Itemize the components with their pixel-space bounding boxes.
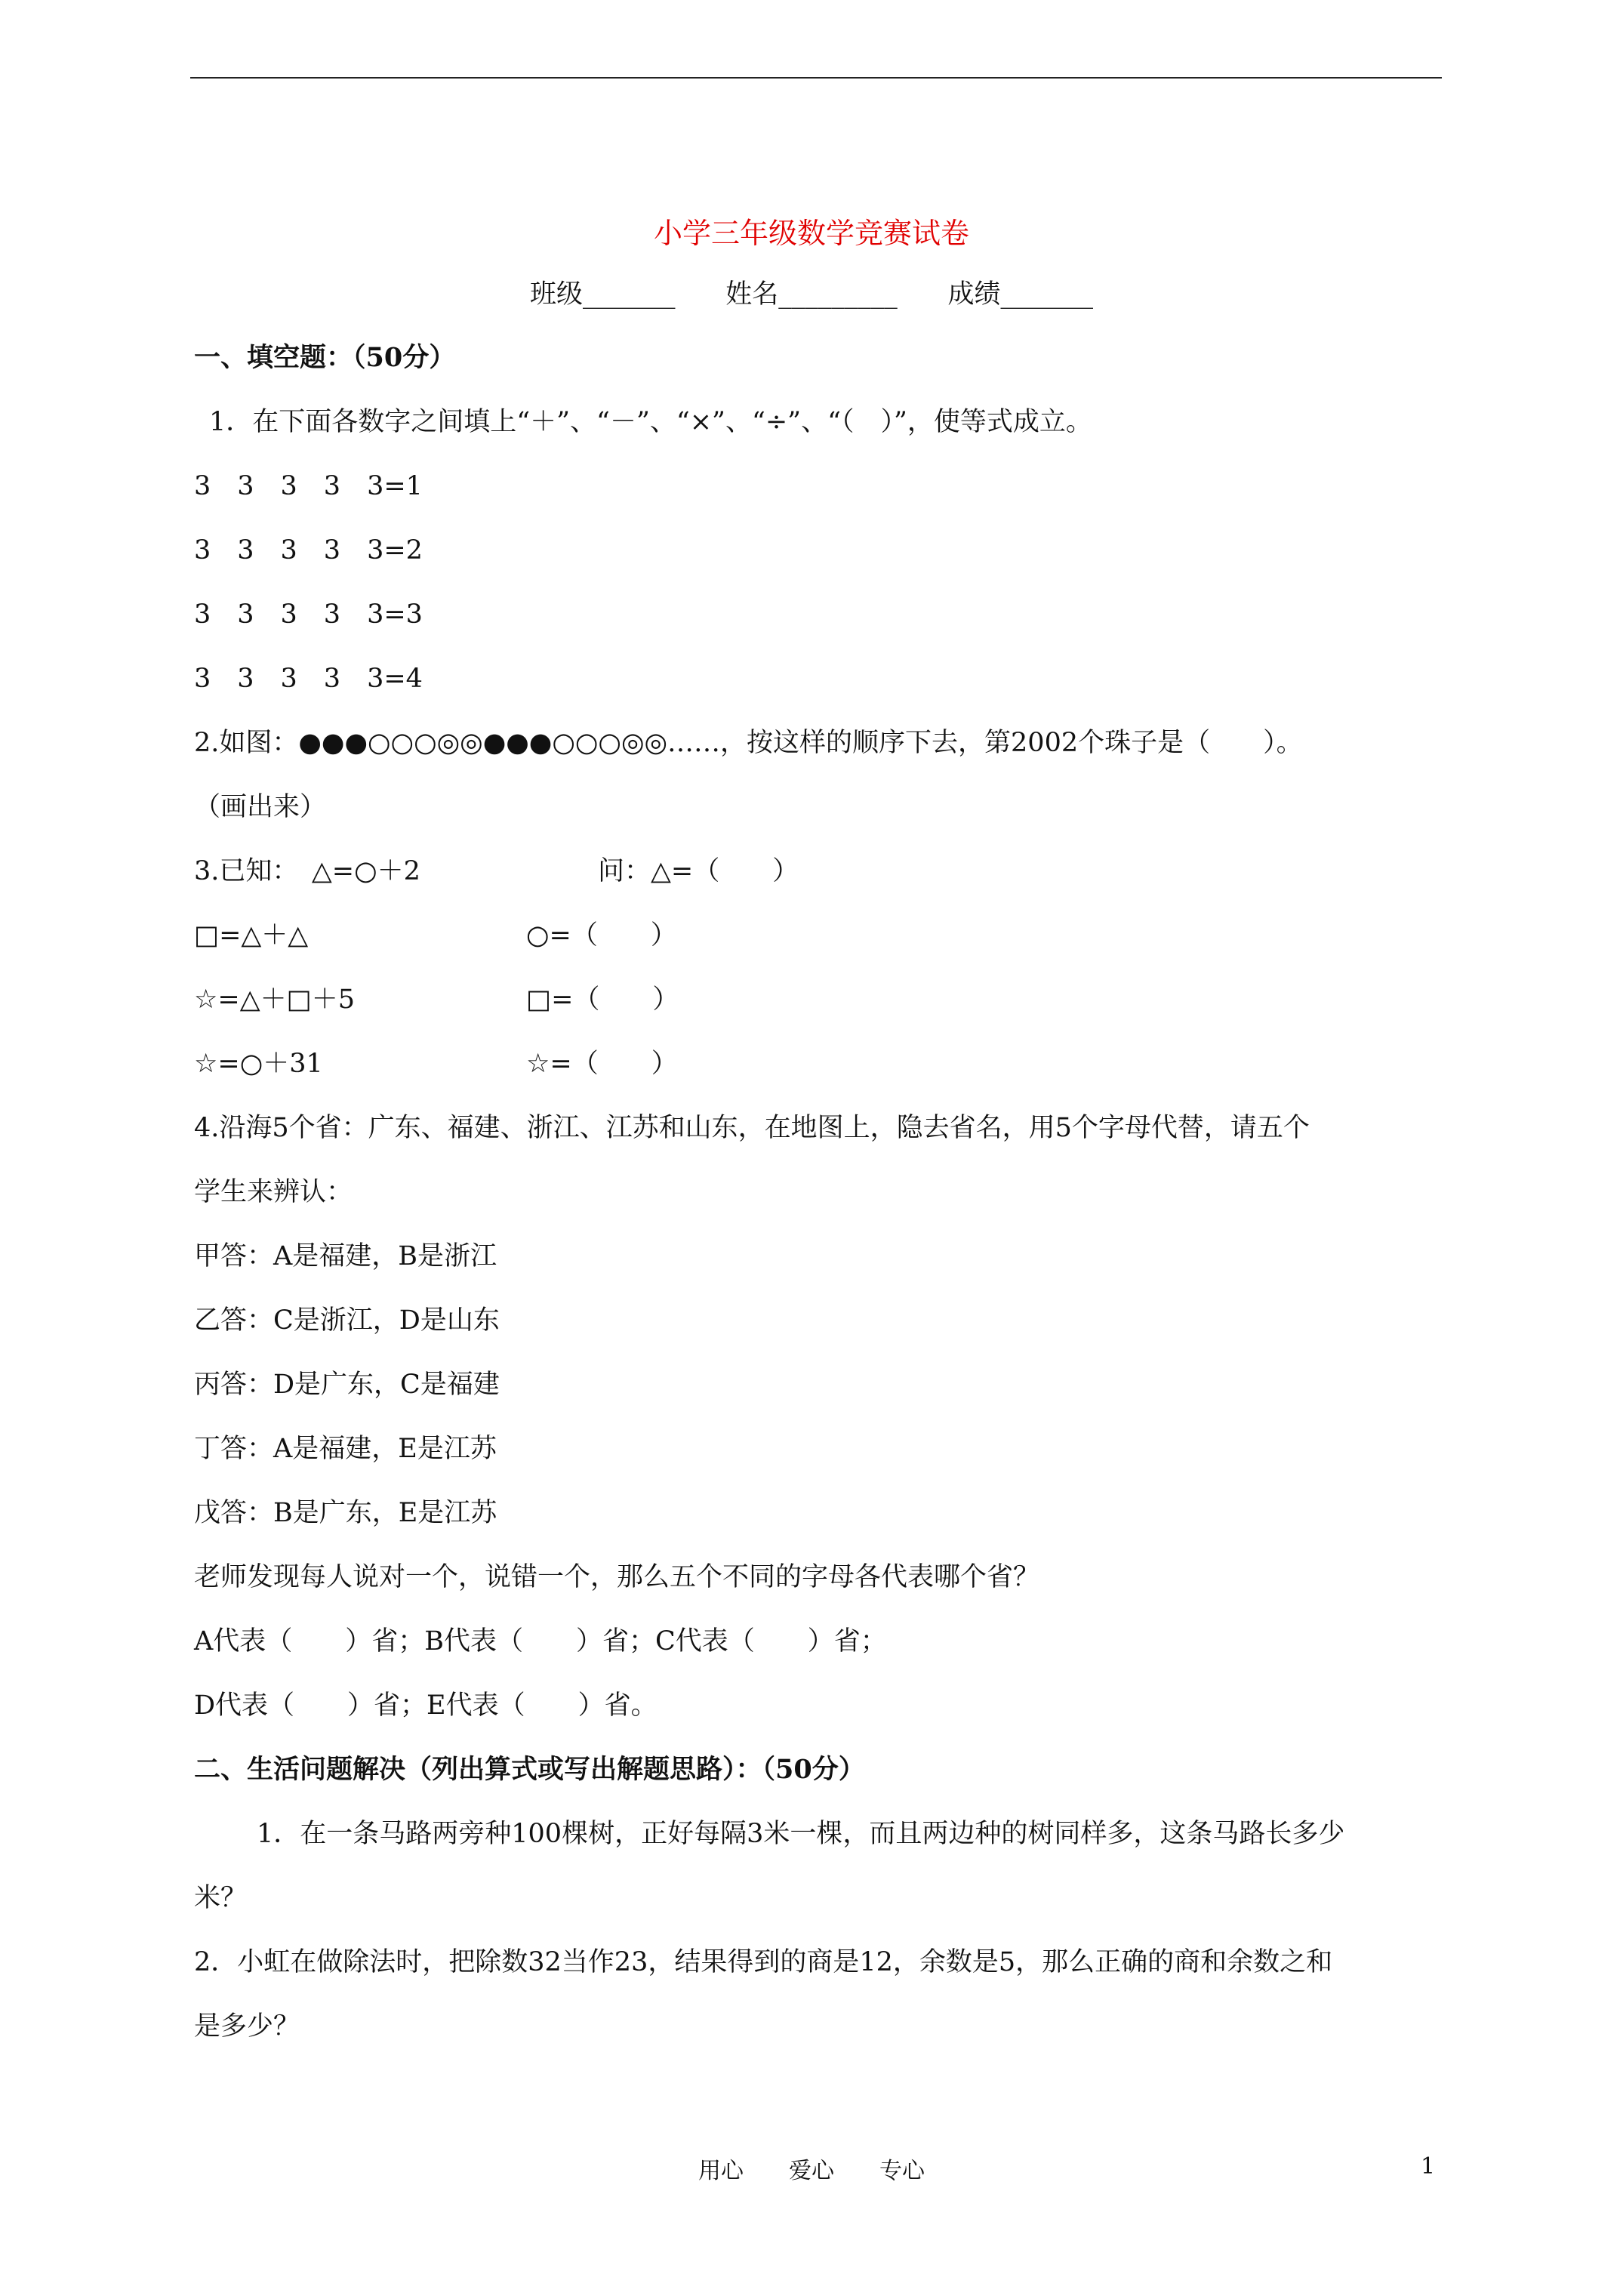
class-field: 班级_______ bbox=[529, 279, 676, 310]
name-field: 姓名_________ bbox=[725, 279, 898, 310]
q4-answer-2: 乙答：C是浙江，D是山东 bbox=[194, 1305, 500, 1336]
q1-row-3: 3 3 3 3 3=3 bbox=[194, 599, 423, 630]
q3-given-2: □=△＋△ bbox=[194, 920, 309, 951]
q1-row-1: 3 3 3 3 3=1 bbox=[194, 471, 423, 501]
q3-given-1: 3.已知： △=○＋2 bbox=[194, 856, 420, 886]
page-title: 小学三年级数学竞赛试卷 bbox=[653, 217, 969, 250]
q3-ask-2: ○=（ ） bbox=[526, 920, 677, 951]
footer-motto: 用心 爱心 专心 bbox=[698, 2158, 925, 2184]
q3-ask-4: ☆=（ ） bbox=[526, 1049, 678, 1079]
s2-q1-line-1: 1．在一条马路两旁种100棵树，正好每隔3米一棵，而且两边种的树同样多，这条马路长多少 bbox=[257, 1819, 1345, 1849]
q4-fill-1: A代表（ ）省；B代表（ ）省；C代表（ ）省； bbox=[194, 1626, 887, 1657]
q4-line-2: 学生来辨认： bbox=[194, 1177, 353, 1207]
q4-line-1: 4.沿海5个省：广东、福建、浙江、江苏和山东，在地图上，隐去省名，用5个字母代替，请五个 bbox=[194, 1113, 1310, 1143]
q4-question: 老师发现每人说对一个，说错一个，那么五个不同的字母各代表哪个省？ bbox=[194, 1562, 1040, 1592]
s2-q1-line-2: 米？ bbox=[194, 1883, 248, 1913]
q3-ask-1: 问：△=（ ） bbox=[598, 856, 799, 886]
q4-answer-1: 甲答：A是福建，B是浙江 bbox=[194, 1241, 497, 1271]
q2-line-1: 2.如图：●●●○○○◎◎●●●○○○◎◎……，按这样的顺序下去，第2002个珠子是（ ）。 bbox=[194, 728, 1303, 758]
q3-ask-3: □=（ ） bbox=[526, 985, 679, 1015]
q4-answer-4: 丁答：A是福建，E是江苏 bbox=[194, 1434, 497, 1464]
q1-row-2: 3 3 3 3 3=2 bbox=[194, 535, 423, 566]
q4-fill-2: D代表（ ）省；E代表（ ）省。 bbox=[194, 1690, 658, 1721]
q3-given-4: ☆=○＋31 bbox=[194, 1049, 323, 1079]
s2-q2-line-2: 是多少？ bbox=[194, 2011, 300, 2042]
section1-heading: 一、填空题：（50分） bbox=[194, 342, 456, 373]
q2-line-2: （画出来） bbox=[194, 792, 327, 822]
q4-answer-3: 丙答：D是广东，C是福建 bbox=[194, 1370, 500, 1400]
q1-prompt: 1．在下面各数字之间填上“＋”、“－”、“×”、“÷”、“（ ）”，使等式成立。 bbox=[209, 407, 1092, 437]
s2-q2-line-1: 2．小虹在做除法时，把除数32当作23，结果得到的商是12，余数是5，那么正确的商和余数之和 bbox=[194, 1947, 1333, 1977]
q3-given-3: ☆=△＋□＋5 bbox=[194, 985, 355, 1015]
q4-answer-5: 戊答：B是广东，E是江苏 bbox=[194, 1498, 497, 1528]
section2-heading: 二、生活问题解决（列出算式或写出解题思路）：（50分） bbox=[194, 1754, 865, 1785]
header-rule bbox=[190, 77, 1442, 79]
score-field: 成绩_______ bbox=[947, 279, 1094, 310]
page-number: 1 bbox=[1421, 2153, 1436, 2180]
q1-row-4: 3 3 3 3 3=4 bbox=[194, 664, 423, 694]
student-info-row bbox=[0, 273, 1623, 311]
